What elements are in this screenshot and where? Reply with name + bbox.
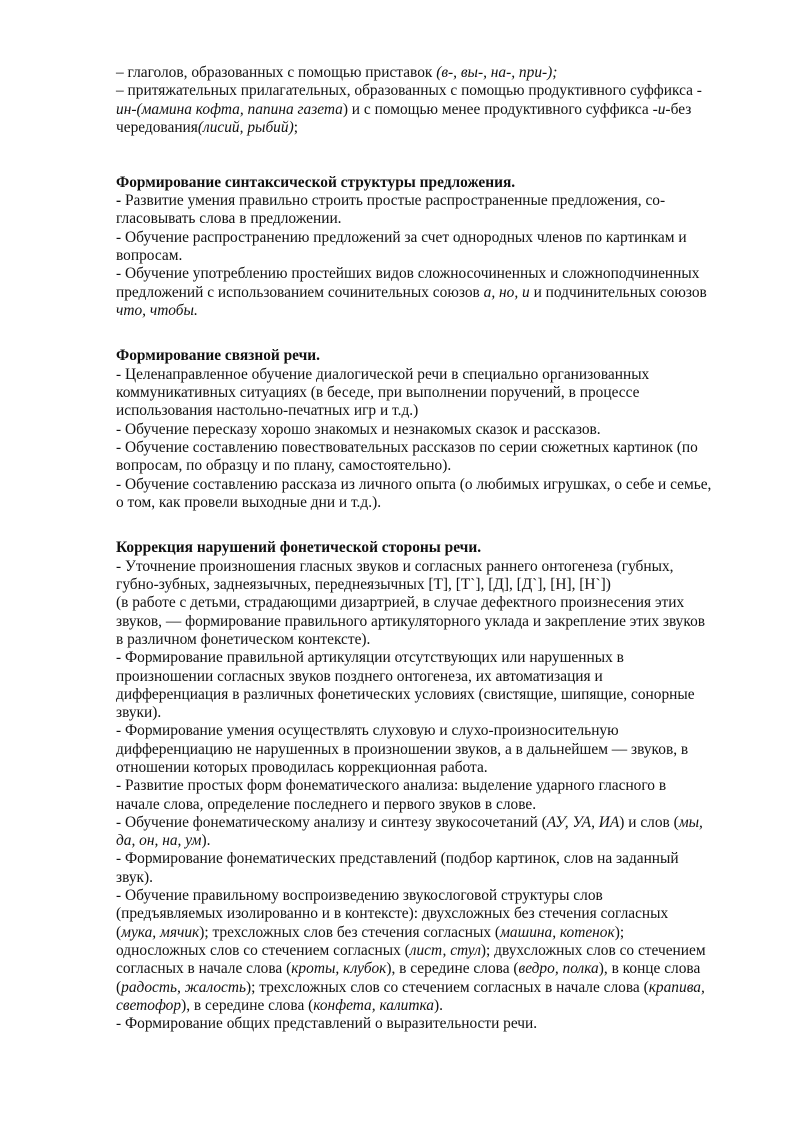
text-run-italic: радость, жалость [121,978,247,996]
text-line: - Обучение распространению предложений за счет однородных членов по картинкам и [116,228,687,246]
text-line: - Целенаправленное обучение диалогической речи в специально организованных [116,365,650,383]
text-run-italic: мамина кофта, папина газета [141,100,343,118]
text-line: (предъявляемых изолированно и в контексте): двухсложных без стечения согласных [116,905,669,923]
text-line: вопросам, по образцу и по плану, самостоятельно). [116,457,452,475]
text-line: губно-зубных, заднеязычных, переднеязычных [Т], [Т`], [Д], [Д`], [Н], [Н`]) [116,576,611,594]
text-run-italic: кроты, клубок [291,960,387,978]
text-run-italic: лист, стул [409,941,481,959]
text-line: - Уточнение произношения гласных звуков и согласных раннего онтогенеза (губных, [116,557,674,575]
text-run-italic: конфета, калитка [313,996,434,1014]
document-page [116,64,744,1033]
text-run: без [670,100,692,118]
text-run-italic: мы, [678,813,703,831]
text-run-italic: а, но, и [483,283,530,301]
text-run: и подчинительных союзов [529,283,707,301]
text-run: Развитие умения правильно строить простые распространенные предложения, со- [124,192,666,210]
intro-block [116,64,744,137]
section-heading: Коррекция нарушений фонетической стороны речи. [116,539,482,557]
text-line: – притяжательных прилагательных, образованных с помощью продуктивного суффикса - [116,82,702,100]
text-run: чередования [116,118,198,136]
text-run: ( [116,978,122,996]
text-line: звуки). [116,704,162,722]
text-line: о том, как провели выходные дни и т.д.). [116,493,382,511]
section-coherent-speech [116,347,744,512]
text-run: ), в конце слова [598,960,701,978]
text-line: начале слова, определение последнего и первого звуков в слове. [116,795,537,813]
text-line: произношении согласных звуков позднего онтогенеза, их автоматизация и [116,667,603,685]
text-run: ). [201,832,211,850]
text-line: звуков, — формирование правильного артикуляторного уклада и закрепление этих звуков [116,612,706,630]
text-line: отношении которых проводилась коррекционная работа. [116,758,488,776]
text-line: звук). [116,868,153,886]
text-line: - Формирование правильной артикуляции отсутствующих или нарушенных в [116,649,624,667]
text-run: ( [116,923,122,941]
text-run: односложных слов со стечением согласных ( [116,941,410,959]
text-line: вопросам. [116,246,183,264]
text-run: ); [614,923,625,941]
text-line [116,119,744,137]
text-line: дифференциация в различных фонетических условиях (свистящие, шипящие, сонорные [116,685,695,703]
text-line: - Обучение правильному воспроизведению звукослоговой структуры слов [116,887,603,905]
text-run-italic: крапива, [648,978,705,996]
text-run-bold: - [116,192,125,210]
text-line: (в работе с детьми, страдающими дизартрией, в случае дефектного произнесения этих [116,594,685,612]
text-line: использования настольно-печатных игр и т.д.) [116,402,419,420]
text-run-italic: (в-, вы-, на-, при-); [436,64,558,81]
text-line: - Формирование фонематических представлений (подбор картинок, слов на заданный [116,850,679,868]
text-line [116,979,744,997]
text-run: - Обучение фонематическому анализу и синтезу звукосочетаний ( [116,813,547,831]
section-phonetics [116,539,744,1033]
section-syntax [116,174,744,320]
section-heading: Формирование синтаксической структуры предложения. [116,173,516,191]
text-line: - Обучение составлению рассказа из личного опыта (о любимых игрушках, о себе и семье, [116,475,712,493]
text-run-italic: машина, котенок [500,923,615,941]
text-line: - Обучение пересказу хорошо знакомых и незнакомых сказок и рассказов. [116,420,601,438]
text-run-italic: и- [657,100,671,118]
text-run: – глаголов, образованных с помощью приставок [116,64,437,81]
text-run: предложений с использованием сочинительных союзов [116,283,484,301]
text-run: ); трехсложных слов со стечением согласных в начале слова ( [246,978,649,996]
text-run: ), в середине слова ( [386,960,519,978]
text-line [116,284,744,302]
text-line [116,960,744,978]
text-line [116,832,744,850]
text-line: что, чтобы. [116,301,198,319]
text-line [116,64,744,82]
text-run: ; [293,118,298,136]
text-line [116,924,744,942]
text-run: ) и с помощью менее продуктивного суффикса - [342,100,658,118]
text-run: ) и слов ( [619,813,679,831]
text-line [116,101,744,119]
text-run-italic: (лисий, рыбий) [197,118,294,136]
text-line: - Развитие простых форм фонематического анализа: выделение ударного гласного в [116,777,667,795]
section-heading: Формирование связной речи. [116,347,321,365]
text-line [116,814,744,832]
text-line: - Формирование умения осуществлять слуховую и слухо-произносительную [116,722,619,740]
text-line: - Формирование общих представлений о выразительности речи. [116,1015,538,1033]
text-run: согласных в начале слова ( [116,960,292,978]
text-run: ), в середине слова ( [181,996,314,1014]
text-run: ); двухсложных слов со стечением [480,941,706,959]
text-run: ); трехсложных слов без стечения согласных ( [199,923,501,941]
text-run: ). [434,996,443,1014]
text-line: гласовывать слова в предложении. [116,210,342,228]
text-line: - Обучение употреблению простейших видов сложносочиненных и сложноподчиненных [116,265,700,283]
text-line: дифференциацию не нарушенных в произношении звуков, а в дальнейшем — звуков, в [116,740,689,758]
text-run-italic: мука, мячик [121,923,200,941]
text-run-italic: да, он, на, ум [116,832,202,850]
text-run-italic: АУ, УА, ИА [546,813,620,831]
text-run-italic: светофор [116,996,182,1014]
text-line: в различном фонетическом контексте). [116,630,371,648]
text-line [116,997,744,1015]
text-line [116,942,744,960]
text-line: коммуникативных ситуациях (в беседе, при выполнении поручений, в процессе [116,384,640,402]
text-run-italic: ведро, полка [518,960,599,978]
text-run-italic: ин-( [116,100,142,118]
text-line: - Обучение составлению повествовательных рассказов по серии сюжетных картинок (по [116,438,698,456]
text-line [116,192,744,210]
